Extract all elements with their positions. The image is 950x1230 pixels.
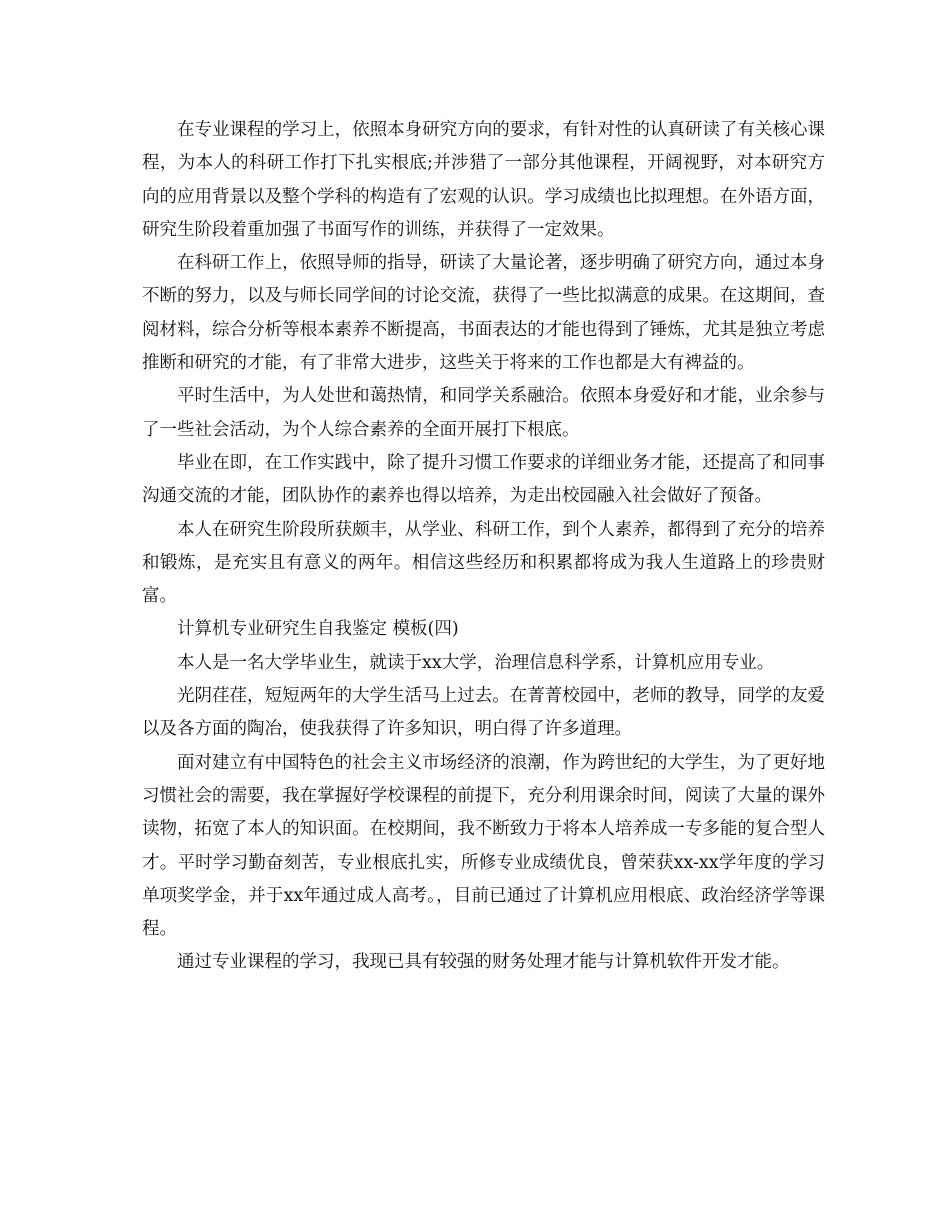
paragraph-coursework: 在专业课程的学习上，依照本身研究方向的要求，有针对性的认真研读了有关核心课程，为本人的科研工作打下扎实根底;并涉猎了一部分其他课程，开阔视野，对本研究方向的应用背景以及整个学科的构造有了宏观的认识。学习成绩也比拟理想。在外语方面，研究生阶段着重加强了书面写作的训练，并获得了一定效果。 bbox=[142, 120, 825, 240]
document-body bbox=[142, 114, 825, 980]
paragraph-research: 在科研工作上，依照导师的指导，研读了大量论著，逐步明确了研究方向，通过本身不断的努力，以及与师长同学间的讨论交流，获得了一些比拟满意的成果。在这期间，查阅材料，综合分析等根本素养不断提高，书面表达的才能也得到了锤炼，尤其是独立考虑推断和研究的才能，有了非常大进步，这些关于将来的工作也都是大有裨益的。 bbox=[142, 253, 825, 374]
paragraph-professional-skills: 通过专业课程的学习，我现已具有较强的财务处理才能与计算机软件开发才能。 bbox=[177, 952, 790, 973]
section-heading: 计算机专业研究生自我鉴定 模板(四) bbox=[177, 619, 459, 640]
paragraph-college-life: 光阴荏荏，短短两年的大学生活马上过去。在菁菁校园中，老师的教导，同学的友爱以及各方面的陶冶，使我获得了许多知识，明白得了许多道理。 bbox=[142, 686, 825, 740]
paragraph-study-achievements: 面对建立有中国特色的社会主义市场经济的浪潮，作为跨世纪的大学生，为了更好地习惯社会的需要，我在掌握好学校课程的前提下，充分利用课余时间，阅读了大量的课外读物，拓宽了本人的知识面。在校期间，我不断致力于将本人培养成一专多能的复合型人才。平时学习勤奋刻苦，专业根底扎实，所修专业成绩优良，曾荣获xx-xx学年度的学习单项奖学金，并于xx年通过成人高考。，目前已通过了计算机应用根底、政治经济学等课程。 bbox=[142, 752, 825, 940]
paragraph-daily-life: 平时生活中，为人处世和蔼热情，和同学关系融洽。依照本身爱好和才能，业余参与了一些社会活动，为个人综合素养的全面开展打下根底。 bbox=[142, 386, 825, 440]
paragraph-graduation: 毕业在即，在工作实践中，除了提升习惯工作要求的详细业务才能，还提高了和同事沟通交流的才能，团队协作的素养也得以培养，为走出校园融入社会做好了预备。 bbox=[142, 452, 825, 507]
paragraph-summary: 本人在研究生阶段所获颇丰，从学业、科研工作，到个人素养，都得到了充分的培养和锻炼，是充实且有意义的两年。相信这些经历和积累都将成为我人生道路上的珍贵财富。 bbox=[142, 519, 825, 607]
paragraph-introduction: 本人是一名大学毕业生，就读于xx大学，治理信息科学系，计算机应用专业。 bbox=[177, 652, 775, 673]
